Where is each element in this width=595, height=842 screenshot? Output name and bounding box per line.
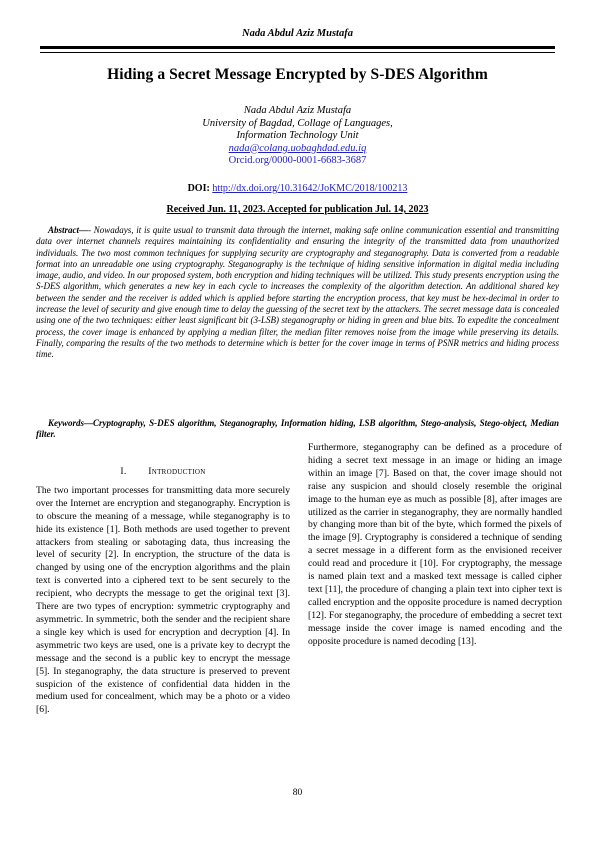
- abstract-text: - Nowadays, it is quite usual to transmit data through the internet, making safe online communication essential and transmitting data over internet channels requires maintaining its confidentiality and ensuring the integrity of the transmitted data from unauthorized individuals. The two most common techniques for supplying security are cryptography and steganography. Data is converted from a readable format into an unreadable one using cryptography. Steganography is the technique of hiding sensitive information in digital media including image, audio, and video. In our proposed system, both encryption and hiding techniques will be utilized. This study presents encryption using the S-DES algorithm, which generates a new key in each cycle to increases the complexity of the algorithm detection. An additional shared key between the sender and the receiver is added which is applied before starting the encryption process, that key must be hex-decimal in order to increase the level of security and give enough time to delay the guessing of the secret text by the attackers. The secret message data is concealed using one of the two techniques: either least significant bit (3-LSB) steganography or hiding in green and blue bits. To expedite the concealment process, the cover image is enhanced by applying a median filter, the median filter removes noise from the image while preserving its details. Finally, comparing the results of the two methods to determine which is better for the cover image in terms of PSNR metrics and hiding process time.: [36, 225, 559, 360]
- author-affiliation-2: Information Technology Unit: [236, 130, 359, 141]
- page-number: 80: [292, 788, 303, 798]
- doi-link[interactable]: http://dx.doi.org/10.31642/JoKMC/2018/100213: [212, 183, 408, 194]
- column-left: [36, 466, 290, 717]
- author-email-link[interactable]: nada@colang.uobaghdad.edu.iq: [228, 142, 367, 154]
- section-title: Introduction: [148, 466, 206, 477]
- running-header: Nada Abdul Aziz Mustafa: [242, 28, 353, 39]
- abstract-label: Abstract—: [48, 225, 89, 235]
- author-affiliation-1: University of Bagdad, Collage of Languages,: [202, 117, 393, 129]
- doi-label: DOI:: [187, 183, 210, 194]
- header-rule-thick: [40, 46, 555, 49]
- doi-line: [40, 183, 555, 194]
- section-heading: [36, 466, 290, 479]
- author-block: [40, 105, 555, 168]
- paper-title: Hiding a Secret Message Encrypted by S-DES Algorithm: [107, 66, 488, 83]
- keywords: Keywords—Cryptography, S-DES algorithm, Steganography, Information hiding, LSB algorithm, Stego-analysis, Stego-object, Median filter.: [36, 418, 559, 440]
- author-orcid-link[interactable]: Orcid.org/0000-0001-6683-3687: [228, 155, 367, 166]
- header-rule-thin: [40, 52, 555, 53]
- body-paragraph-right: Furthermore, steganography can be defined as a procedure of hiding a secret text message in an image or hiding an image within an image [7]. Based on that, the cover image should not raise any suspicion and should closely resemble the original image to the human eye as much as possible [8], after images are utilized as the carrier in steganography, they are normally handled by changing more than bit of the byte, which formed the pixels of the image [9]. Cryptography is considered a technique of sending a secret message in a different form as the envisioned receiver could read and procedure it [10]. For cryptography, the message is named plain text and a masked text message is called cipher text [11], the procedure of changing a plain text into cipher text is called encryption and the opposite procedure is named decryption [12]. For steganography, the procedure of embedding a secret text message inside the cover image is named encoding and the opposite procedure is named decoding [13].: [308, 442, 562, 647]
- column-right: [308, 442, 562, 649]
- author-name: Nada Abdul Aziz Mustafa: [243, 105, 352, 116]
- section-number: I.: [120, 466, 127, 477]
- body-paragraph-left: The two important processes for transmitting data more securely over the Internet are encryption and steganography. Encryption is to obscure the meaning of a message, while steganography is to hide its existence [1]. Both methods are used together to prevent attackers from stealing or sabotaging data, thus increasing the level of security [2]. In encryption, the structure of the data is changed by using one of the encryption algorithms and the plain text is converted into a ciphered text to be sent securely to the recipient, who decrypts the message to get the original text [3]. There are two types of encryption: symmetric cryptography and asymmetric. In symmetric, both the sender and the recipient share a single key which is used for encryption and decryption [4]. In asymmetric two keys are used, one is a private key to decrypt the message and the second is a public key to encrypt the message [5]. In steganography, the data structure is preserved to prevent suspicion of the existence of confidential data hidden in the medium used for concealment, which may be a photo or a video [6].: [36, 484, 290, 716]
- received-line: Received Jun. 11, 2023. Accepted for publication Jul. 14, 2023: [166, 204, 429, 215]
- abstract: [36, 225, 559, 361]
